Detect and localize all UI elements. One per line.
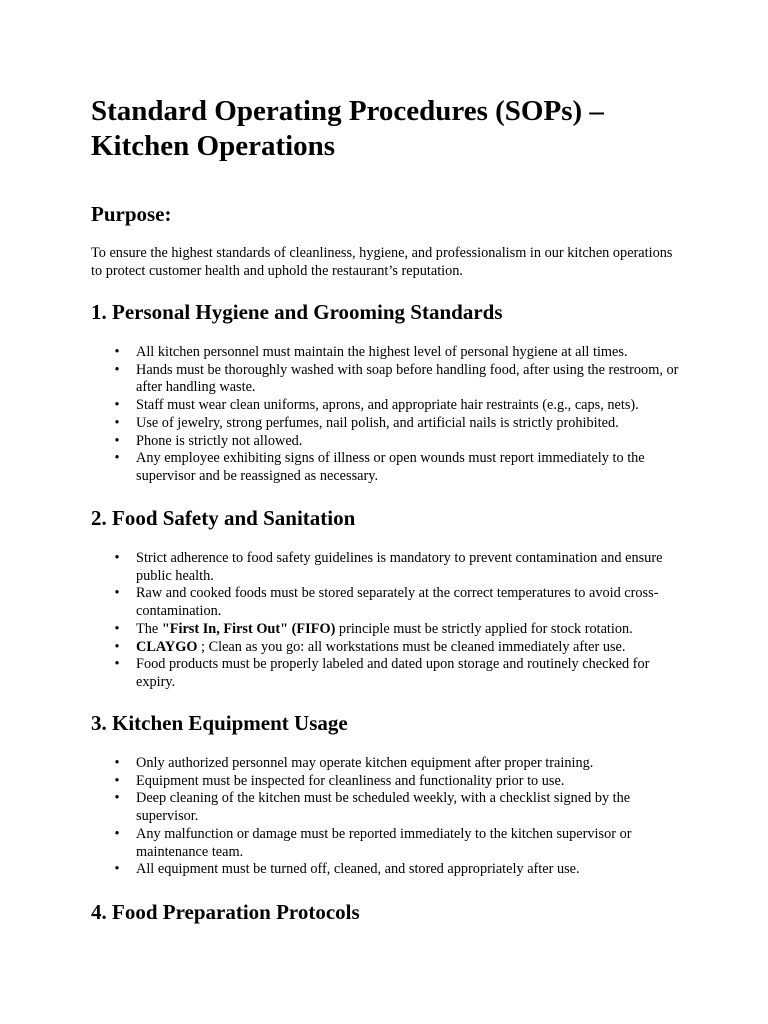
bullet-icon: • xyxy=(114,432,120,449)
list-item-text-rest: principle must be strictly applied for stock rotation. xyxy=(335,620,633,637)
bullet-icon: • xyxy=(114,397,120,414)
list-item-text: Hands must be thoroughly washed with soap before handling food, after using the restroom, or after handling waste. xyxy=(136,361,679,396)
purpose-text: To ensure the highest standards of cleanliness, hygiene, and professionalism in our kitchen operations to protect customer health and uphold the restaurant’s reputation. xyxy=(91,245,673,279)
list-item xyxy=(91,656,691,691)
bullet-icon: • xyxy=(114,585,120,602)
bullet-icon: • xyxy=(114,620,120,637)
list-item-text: Any malfunction or damage must be reported immediately to the kitchen supervisor or maintenance team. xyxy=(136,825,632,860)
list-item-text: Any employee exhibiting signs of illness or open wounds must report immediately to the supervisor and be reassigned as necessary. xyxy=(136,450,645,484)
bullet-icon: • xyxy=(114,861,120,878)
list-item xyxy=(91,362,691,397)
list-item-text: Deep cleaning of the kitchen must be scheduled weekly, with a checklist signed by the supervisor. xyxy=(136,790,631,825)
list-item xyxy=(91,550,691,585)
list-item-text: Raw and cooked foods must be stored separately at the correct temperatures to avoid cross-contamination. xyxy=(136,585,659,620)
section-heading-1: 1. Personal Hygiene and Grooming Standards xyxy=(91,300,503,324)
section-list-1 xyxy=(91,344,691,486)
list-item-text: All kitchen personnel must maintain the highest level of personal hygiene at all times. xyxy=(136,344,628,360)
purpose-heading: Purpose: xyxy=(91,202,172,226)
list-item xyxy=(91,344,691,362)
list-item-text-rest: ; Clean as you go: all workstations must be cleaned immediately after use. xyxy=(197,638,626,655)
list-item-text: All equipment must be turned off, cleaned, and stored appropriately after use. xyxy=(136,861,580,878)
list-item-text: Strict adherence to food safety guidelines is mandatory to prevent contamination and ensure public health. xyxy=(136,550,663,584)
bullet-icon: • xyxy=(114,550,120,566)
section-list-2 xyxy=(91,550,691,692)
bullet-icon: • xyxy=(114,344,120,360)
list-item xyxy=(91,397,691,415)
list-item-bold: "First In, First Out" (FIFO) xyxy=(161,620,336,637)
list-item-text: Equipment must be inspected for cleanliness and functionality prior to use. xyxy=(136,772,565,789)
list-item xyxy=(91,755,691,773)
section-heading-4: 4. Food Preparation Protocols xyxy=(91,900,360,924)
section-list-3 xyxy=(91,755,691,879)
bullet-icon: • xyxy=(114,825,120,842)
bullet-icon: • xyxy=(114,361,120,378)
list-item xyxy=(91,415,691,433)
list-item xyxy=(91,450,691,485)
list-item-bold: CLAYGO xyxy=(136,638,198,655)
list-item-text: Staff must wear clean uniforms, aprons, and appropriate hair restraints (e.g., caps, nets). xyxy=(136,397,639,414)
bullet-icon: • xyxy=(114,755,120,771)
bullet-icon: • xyxy=(114,638,120,655)
list-item-text: Use of jewelry, strong perfumes, nail polish, and artificial nails is strictly prohibited. xyxy=(136,414,619,431)
list-item xyxy=(91,433,691,451)
list-item-text: Food products must be properly labeled and dated upon storage and routinely checked for expiry. xyxy=(136,656,650,690)
list-item xyxy=(91,621,691,639)
list-item-text: Only authorized personnel may operate kitchen equipment after proper training. xyxy=(136,755,594,771)
bullet-icon: • xyxy=(114,450,120,467)
list-item xyxy=(91,826,691,861)
list-item xyxy=(91,639,691,657)
section-heading-2: 2. Food Safety and Sanitation xyxy=(91,506,356,530)
bullet-icon: • xyxy=(114,414,120,431)
list-item-text: The xyxy=(136,620,162,637)
bullet-icon: • xyxy=(114,772,120,789)
bullet-icon: • xyxy=(114,790,120,807)
bullet-icon: • xyxy=(114,656,120,673)
list-item xyxy=(91,773,691,791)
list-item-text: Phone is strictly not allowed. xyxy=(136,432,303,449)
section-heading-3: 3. Kitchen Equipment Usage xyxy=(91,711,348,735)
list-item xyxy=(91,861,691,879)
list-item xyxy=(91,585,691,620)
document-title: Standard Operating Procedures (SOPs) – Kitchen Operations xyxy=(91,95,604,162)
list-item xyxy=(91,790,691,825)
